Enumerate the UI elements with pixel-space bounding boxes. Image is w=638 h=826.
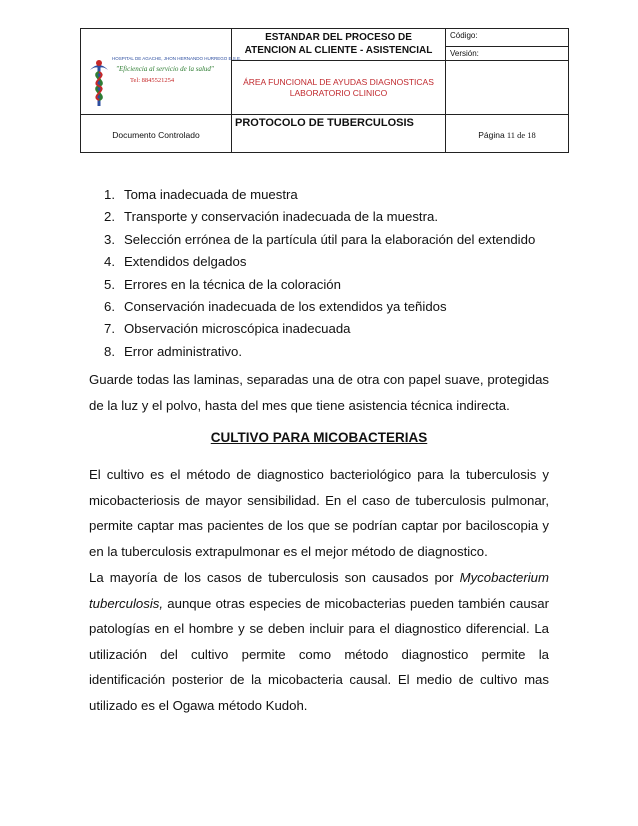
standard-title-line1: ESTANDAR DEL PROCESO DE: [265, 32, 412, 43]
list-item: 7. Observación microscópica inadecuada: [104, 321, 351, 337]
logo-hospital-name: HOSPITAL DE AGACHE, JHON HERNANDO HURREGO E.S.E.: [112, 56, 242, 61]
hospital-logo: [86, 56, 242, 108]
logo-phone: Tel: 8845521254: [130, 77, 175, 84]
version-label: Versión:: [446, 47, 569, 61]
list-item: 5. Errores en la técnica de la coloración: [104, 276, 341, 292]
page-label: Página: [478, 130, 505, 140]
page-count: 11 de 18: [506, 130, 536, 140]
caduceus-icon: [86, 56, 112, 108]
culture-paragraph: El cultivo es el método de diagnostico bacteriológico para la tuberculosis y micobacteriosis de mayor sensibilidad. En el caso de tuberculosis pulmonar, permite captar mas pacientes de los que se podrían captar por baciloscopia y en la tuberculosis extrapulmonar es el mejor método de diagnostico.: [89, 467, 549, 559]
list-item: 2. Transporte y conservación inadecuada de la muestra.: [104, 209, 438, 225]
section-heading: CULTIVO PARA MICOBACTERIAS: [210, 430, 428, 445]
list-item: 4. Extendidos delgados: [104, 254, 247, 270]
protocol-title: PROTOCOLO DE TUBERCULOSIS: [232, 115, 446, 153]
error-causes-list: [104, 184, 535, 363]
functional-area: [232, 61, 446, 115]
document-controlled: Documento Controlado: [81, 115, 232, 153]
standard-title: [232, 29, 446, 61]
empty-cell: [446, 61, 569, 115]
storage-paragraph: Guarde todas las laminas, separadas una de otra con papel suave, protegidas de la luz y el polvo, hasta del mes que tiene asistencia técnica indirecta.: [89, 372, 549, 413]
standard-title-line2: ATENCION AL CLIENTE - ASISTENCIAL: [244, 45, 433, 56]
mycobacterium-paragraph: La mayoría de los casos de tuberculosis son causados por Mycobacterium tuberculosis, aunque otras especies de micobacterias pueden también causar patologías en el hombre y se deben incluir para el diagnostico diferencial. La utilización del cultivo permite como método diagnostico permite la identificación posterior de la micobacteria causal. El medio de cultivo mas utilizado es el Ogawa método Kudoh.: [89, 570, 549, 713]
code-label: Código:: [446, 29, 569, 47]
area-line2: LABORATORIO CLINICO: [289, 87, 388, 98]
logo-slogan: "Eficiencia al servicio de la salud": [116, 65, 214, 73]
list-item: 8. Error administrativo.: [104, 343, 242, 359]
list-item: 1. Toma inadecuada de muestra: [104, 187, 298, 202]
page-number: [446, 115, 569, 153]
area-line1: ÁREA FUNCIONAL DE AYUDAS DIAGNOSTICAS: [243, 76, 434, 87]
species-name: Mycobacterium tuberculosis,: [89, 570, 549, 611]
list-item: 3. Selección errónea de la partícula útil para la elaboración del extendido: [104, 231, 536, 247]
list-item: 6. Conservación inadecuada de los extendidos ya teñidos: [104, 299, 447, 315]
